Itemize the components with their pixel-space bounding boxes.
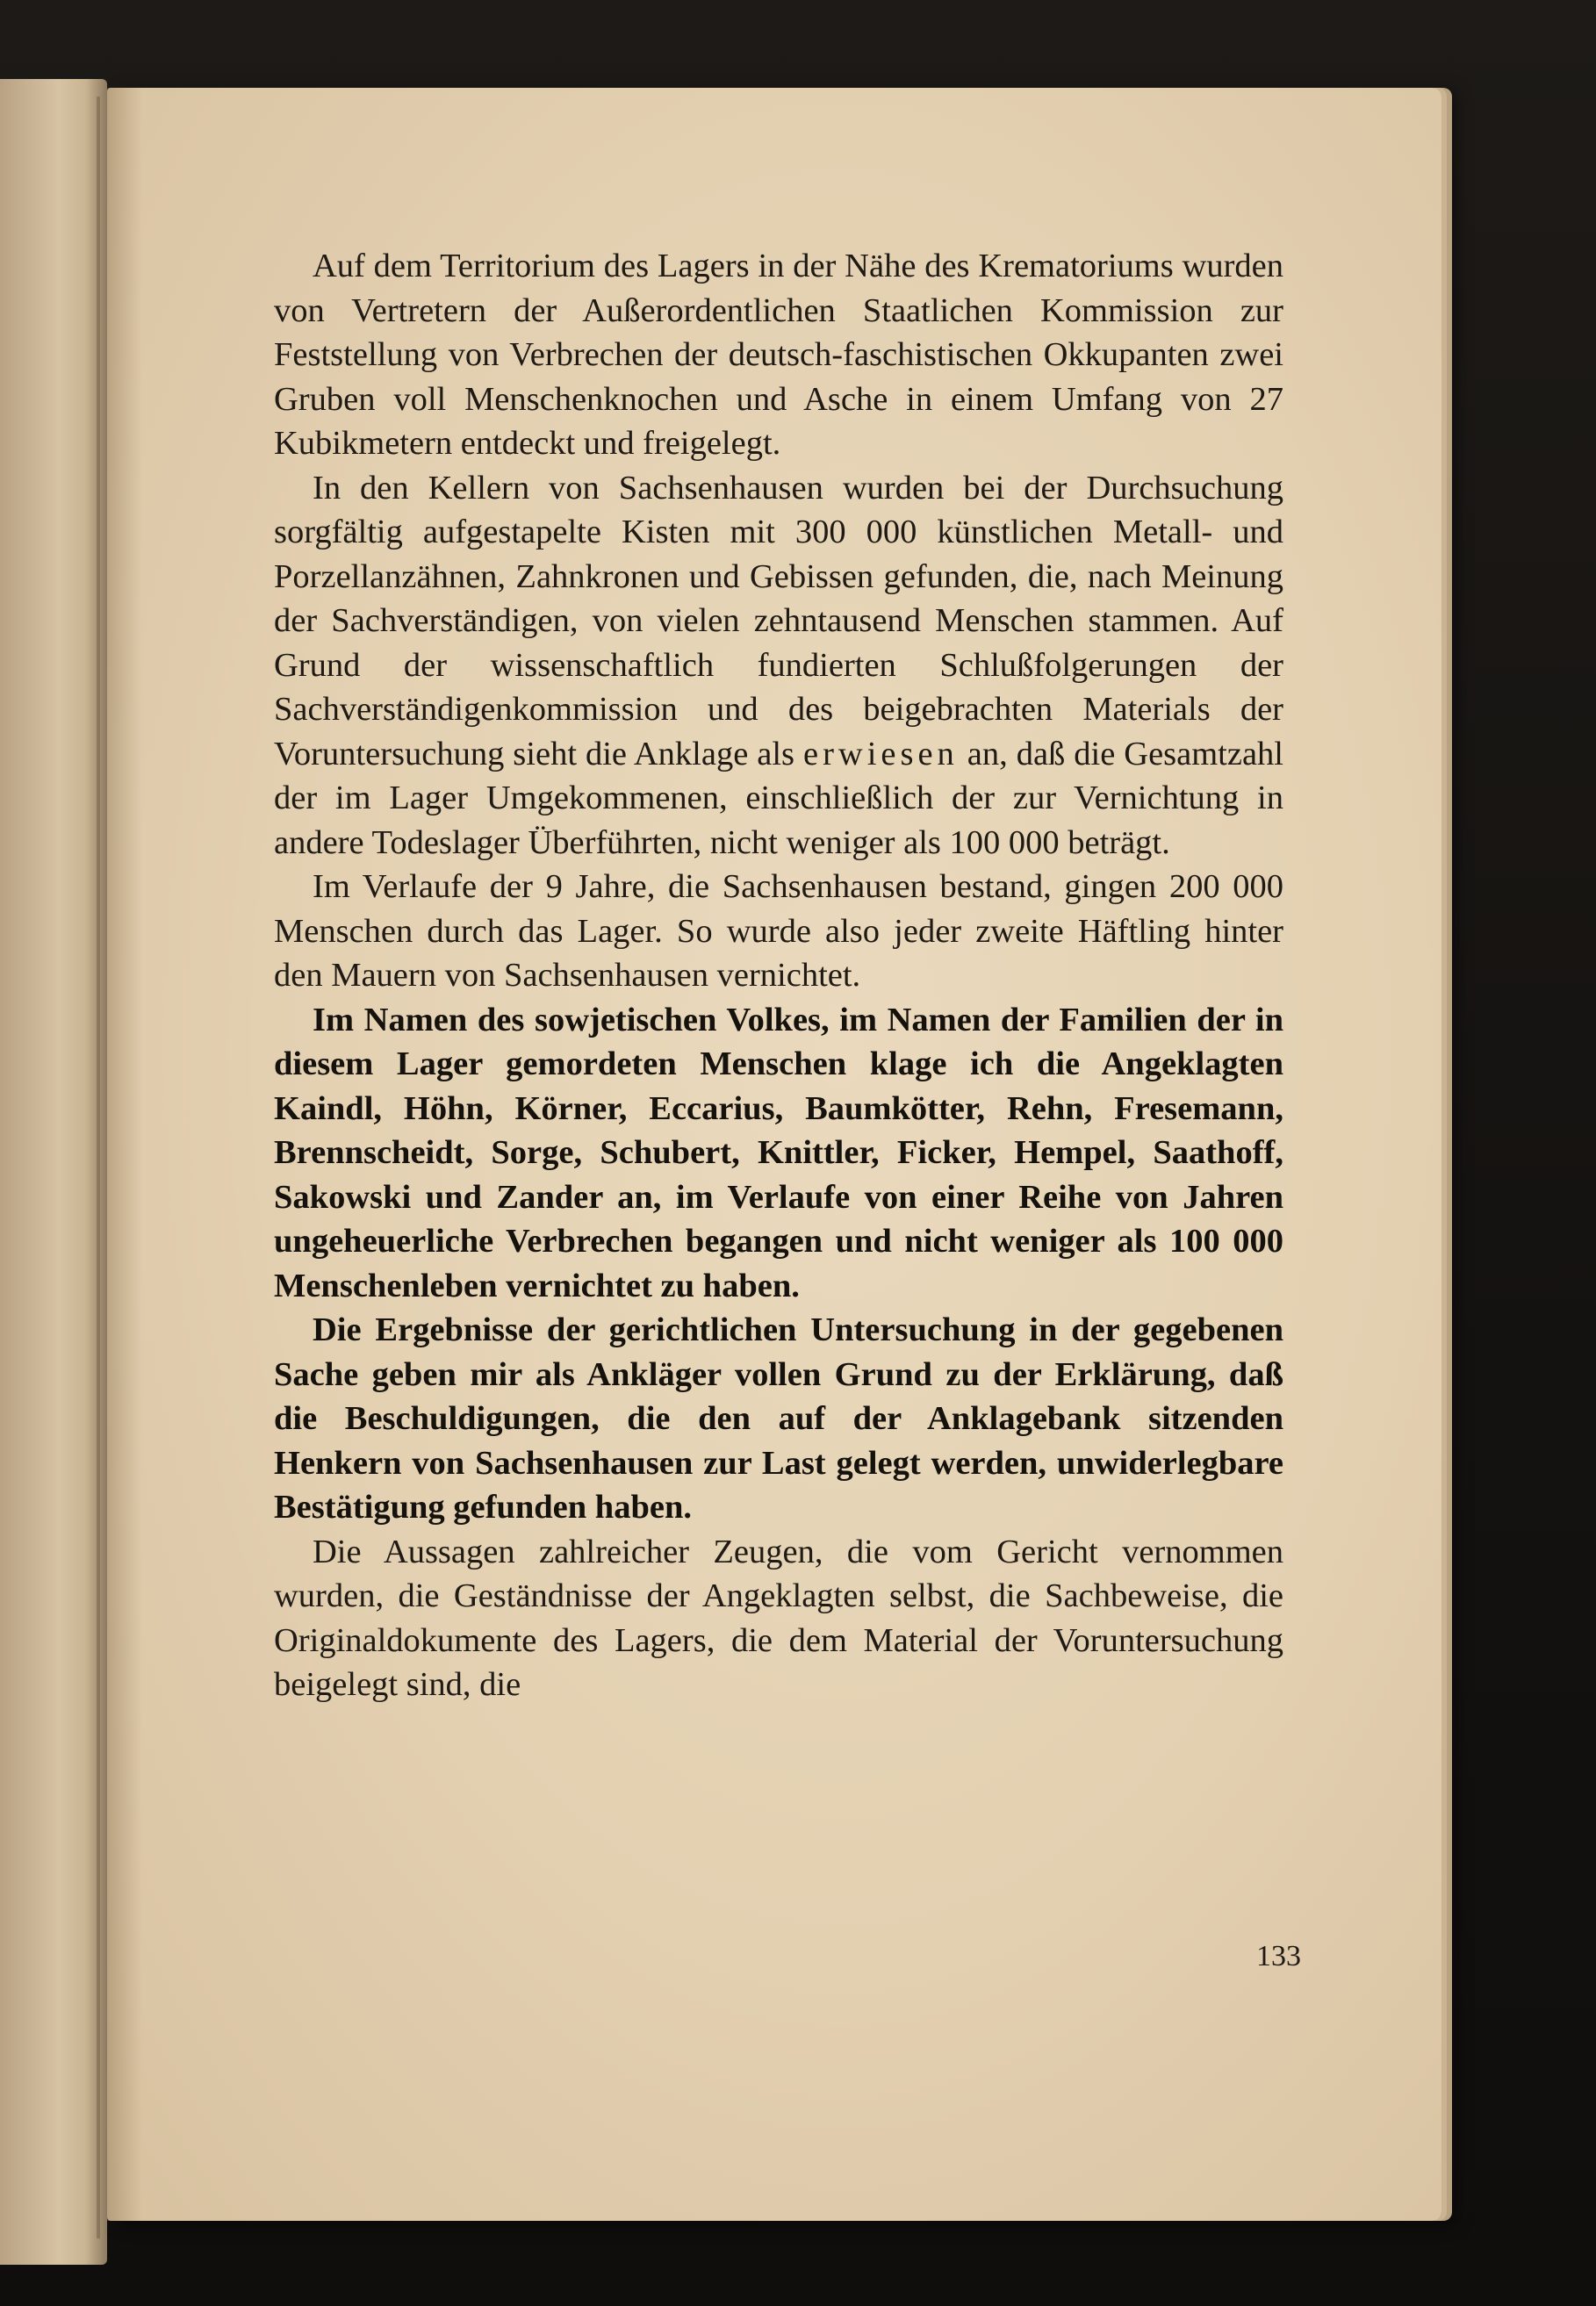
paragraph-investigation-results: Die Ergebnisse der gerichtlichen Untersuchung in der gegebenen Sache geben mir als Ankläger vollen Grund zu der Erklärung, daß die Beschuldigungen, die den auf der Anklagebank sitzenden Henkern von Sachsenhausen zur Last gelegt werden, unwiderlegbare Bestätigung gefunden haben. [274,1311,1283,1526]
paragraph-witness-statements: Die Aussagen zahlreicher Zeugen, die vom Gericht vernommen wurden, die Geständnisse der Angeklagten selbst, die Sachbeweise, die Originaldokumente des Lagers, die dem Material der Voruntersuchung beigelegt sind, die [274,1533,1283,1703]
emphasized-word: erwiesen [802,735,959,772]
page-number: 133 [1256,1940,1301,1972]
paragraph-text-before: In den Kellern von Sachsenhausen wurden bei der Durchsuchung sorgfältig aufgestapelte Kisten mit 300 000 künstlichen Metall- und Porzellanzähnen, Zahnkronen und Gebissen gefunden, die, nach Meinung der Sachverständigen, von vielen zehntausend Menschen stammen. Auf Grund der wissenschaftlich fundierten Schlußfolgerungen der Sachverständigenkommission und des beigebrachten Materials der Voruntersuchung sieht die Anklage als [274,469,1283,772]
left-facing-page-edge [0,79,107,2265]
paragraph-crematorium-pits: Auf dem Territorium des Lagers in der Nähe des Krematoriums wurden von Vertretern der Außerordentlichen Staatlichen Kommission zur Feststellung von Verbrechen der deutsch-faschistischen Okkupanten zwei Gruben voll Menschenknochen und Asche in einem Umfang von 27 Kubikmetern entdeckt und freigelegt. [274,248,1283,462]
paragraph-camp-duration: Im Verlaufe der 9 Jahre, die Sachsenhausen bestand, gingen 200 000 Menschen durch das Lager. So wurde also jeder zweite Häftling hinter den Mauern von Sachsenhausen vernichtet. [274,868,1283,994]
book-page [107,88,1441,2221]
paragraph-text-after: an, daß die Gesamtzahl der im Lager Umgekommenen, einschließlich der zur Vernichtung in andere Todeslager Überführten, nicht weniger als 100 000 beträgt. [274,735,1283,861]
paragraph-cellar-findings [274,466,1283,866]
page-body-text [274,244,1283,1707]
paragraph-indictment: Im Namen des sowjetischen Volkes, im Namen der Familien der in diesem Lager gemordeten Menschen klage ich die Angeklagten Kaindl, Höhn, Körner, Eccarius, Baumkötter, Rehn, Fresemann, Brennscheidt, Sorge, Schubert, Knittler, Ficker, Hempel, Saathoff, Sakowski und Zander an, im Verlaufe von einer Reihe von Jahren ungeheuerliche Verbrechen begangen und nicht weniger als 100 000 Menschenleben vernichtet zu haben. [274,1001,1283,1304]
